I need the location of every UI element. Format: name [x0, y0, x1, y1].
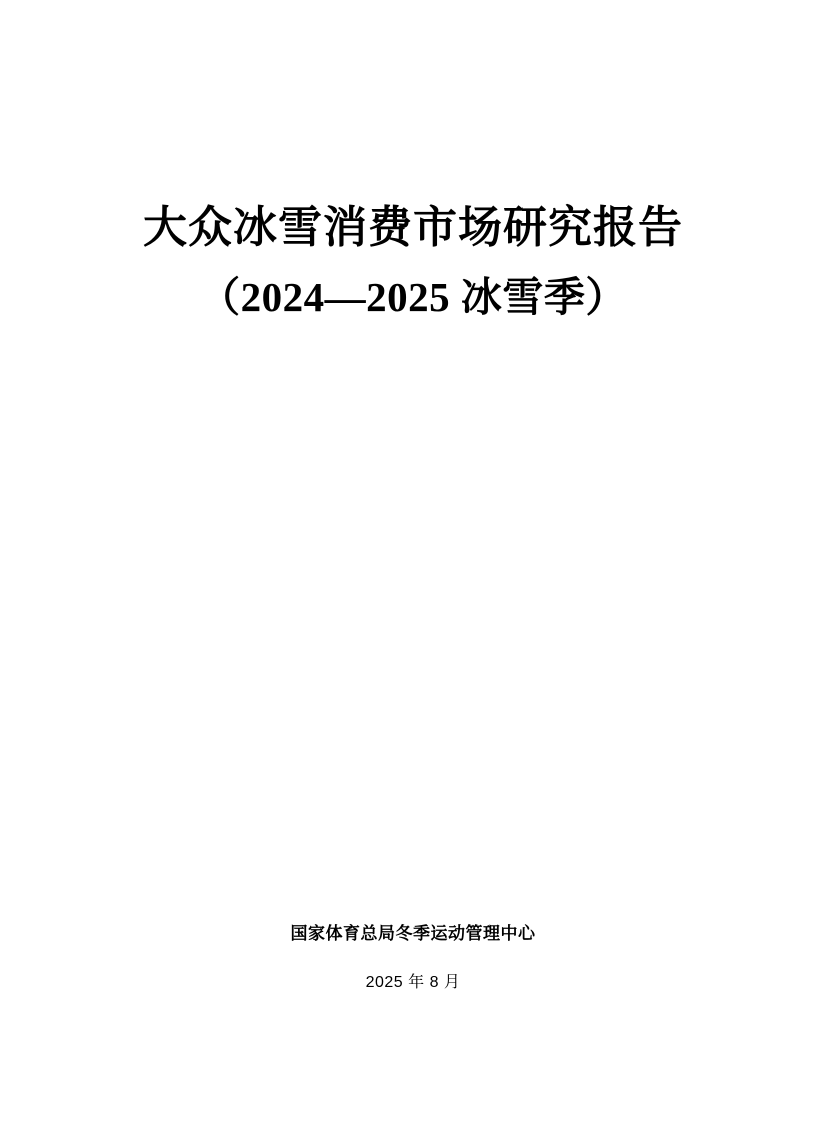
issuing-organization: 国家体育总局冬季运动管理中心 — [290, 924, 536, 943]
publication-date: 2025 年 8 月 — [365, 974, 461, 991]
title-subtitle-season: （2024—2025 冰雪季） — [199, 274, 627, 320]
cover-title — [0, 196, 826, 328]
cover-footer — [0, 920, 826, 996]
title-main: 大众冰雪消费市场研究报告 — [143, 203, 683, 252]
